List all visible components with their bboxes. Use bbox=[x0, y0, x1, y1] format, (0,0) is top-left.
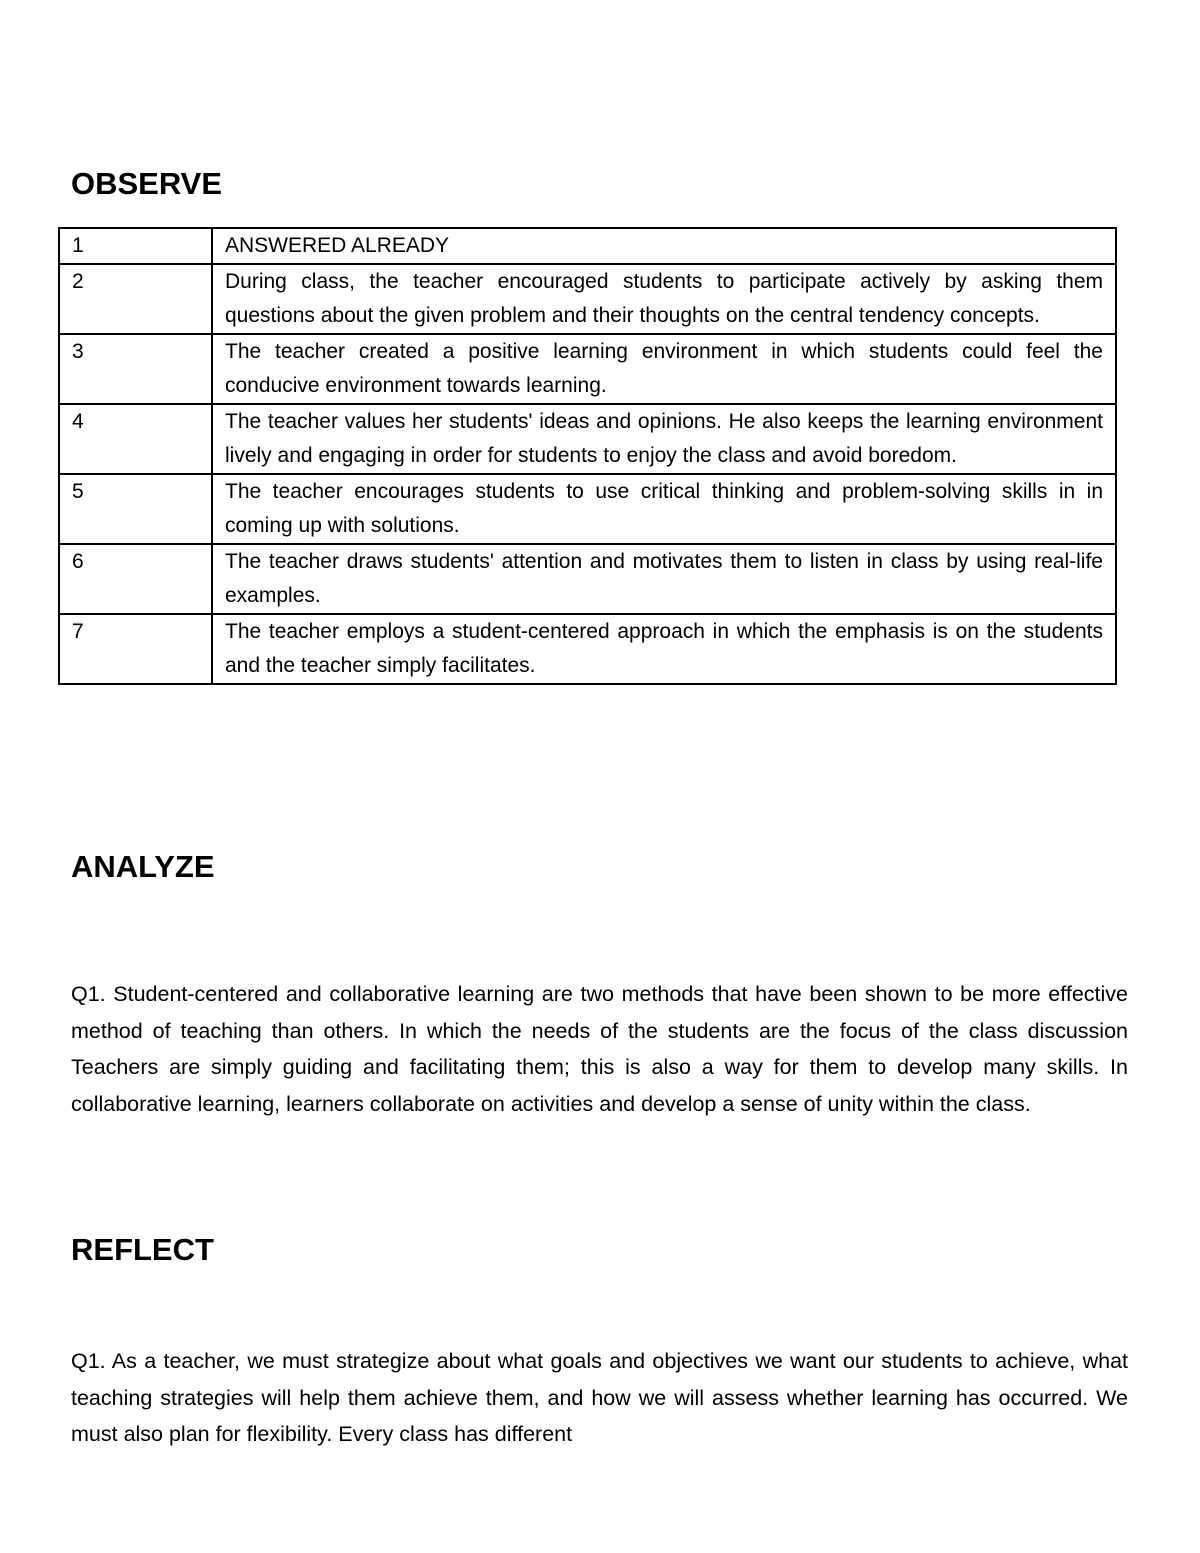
row-number: 6 bbox=[59, 544, 212, 614]
analyze-q1-paragraph: Q1. Student-centered and collaborative learning are two methods that have been shown to be more effective method of teaching than others. In which the needs of the students are the focus of the class discussion Teachers are simply guiding and facilitating them; this is also a way for them to develop many skills. In collaborative learning, learners collaborate on activities and develop a sense of unity within the class. bbox=[71, 982, 1128, 1116]
row-text: During class, the teacher encouraged students to participate actively by asking them questions about the given problem and their thoughts on the central tendency concepts. bbox=[212, 264, 1116, 334]
row-number: 3 bbox=[59, 334, 212, 404]
row-text: The teacher employs a student-centered approach in which the emphasis is on the students and the teacher simply facilitates. bbox=[212, 614, 1116, 684]
table-row bbox=[59, 228, 1116, 264]
table-row bbox=[59, 264, 1116, 334]
table-row bbox=[59, 544, 1116, 614]
row-text: The teacher draws students' attention and motivates them to listen in class by using real-life examples. bbox=[212, 544, 1116, 614]
row-text: The teacher values her students' ideas and opinions. He also keeps the learning environment lively and engaging in order for students to enjoy the class and avoid boredom. bbox=[212, 404, 1116, 474]
row-number: 5 bbox=[59, 474, 212, 544]
table-row bbox=[59, 404, 1116, 474]
observe-table bbox=[58, 227, 1117, 685]
row-text: The teacher created a positive learning environment in which students could feel the conducive environment towards learning. bbox=[212, 334, 1116, 404]
reflect-q1-paragraph: Q1. As a teacher, we must strategize about what goals and objectives we want our students to achieve, what teaching strategies will help them achieve them, and how we will assess whether learning has occurred. We must also plan for flexibility. Every class has different bbox=[71, 1349, 1128, 1446]
table-row bbox=[59, 474, 1116, 544]
row-number: 2 bbox=[59, 264, 212, 334]
row-number: 4 bbox=[59, 404, 212, 474]
analyze-heading: ANALYZE bbox=[71, 849, 215, 884]
table-row bbox=[59, 334, 1116, 404]
table-row bbox=[59, 614, 1116, 684]
row-number: 1 bbox=[59, 228, 212, 264]
row-number: 7 bbox=[59, 614, 212, 684]
row-text: ANSWERED ALREADY bbox=[212, 228, 1116, 264]
row-text: The teacher encourages students to use critical thinking and problem-solving skills in in coming up with solutions. bbox=[212, 474, 1116, 544]
reflect-heading: REFLECT bbox=[71, 1232, 214, 1267]
observe-heading: OBSERVE bbox=[71, 166, 223, 201]
